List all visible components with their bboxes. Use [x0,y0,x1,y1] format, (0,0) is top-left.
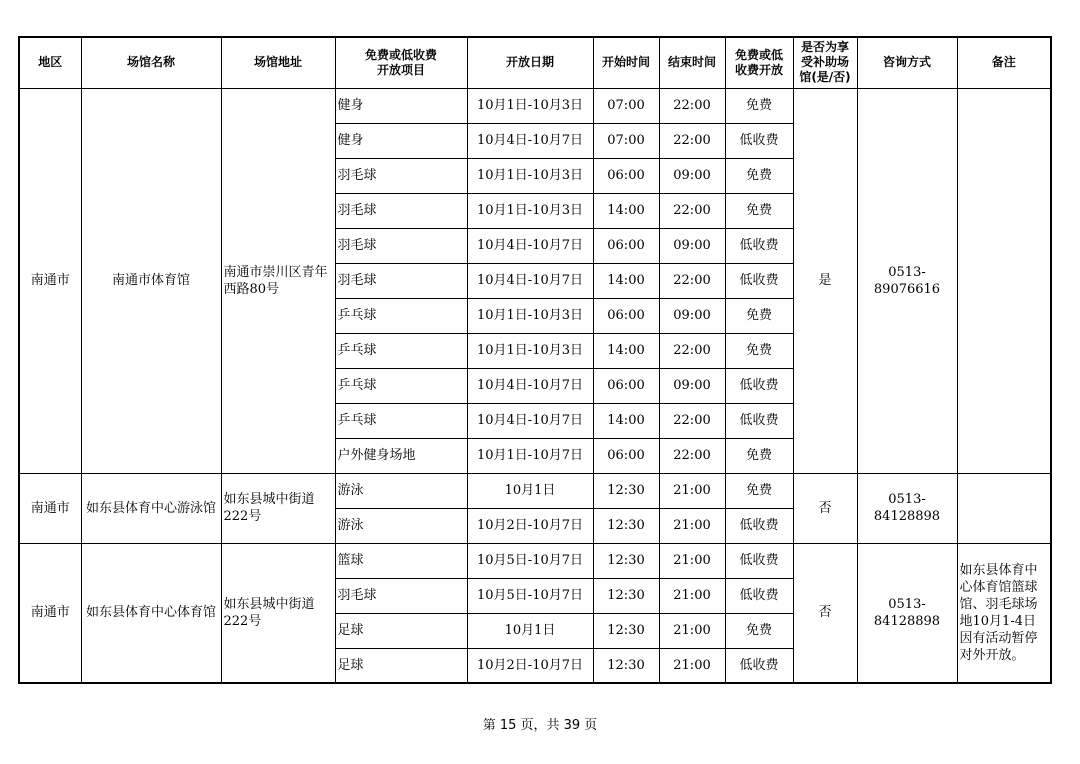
venue-address-cell: 南通市崇川区青年西路80号 [221,88,335,473]
end-time-cell: 21:00 [659,648,725,683]
start-time-cell: 06:00 [593,228,659,263]
venue-name-cell: 如东县体育中心体育馆 [81,543,221,683]
table-row [19,543,1051,578]
project-cell: 羽毛球 [335,263,467,298]
venue-schedule-table [18,36,1052,684]
open-date-cell: 10月2日-10月7日 [467,648,593,683]
project-cell: 足球 [335,648,467,683]
project-cell: 乒乓球 [335,298,467,333]
note-cell [957,88,1051,473]
venue-name-cell: 如东县体育中心游泳馆 [81,473,221,543]
header-project-line-2: 开放项目 [376,62,425,77]
header-contact: 咨询方式 [857,37,957,88]
project-cell: 羽毛球 [335,228,467,263]
open-date-cell: 10月1日 [467,473,593,508]
project-cell: 羽毛球 [335,158,467,193]
header-address: 场馆地址 [221,37,335,88]
header-subsidy-line-3: 馆(是/否) [799,70,851,85]
table-body [19,88,1051,683]
fee-type-cell: 低收费 [725,648,793,683]
start-time-cell: 12:30 [593,508,659,543]
end-time-cell: 21:00 [659,543,725,578]
start-time-cell: 14:00 [593,403,659,438]
end-time-cell: 21:00 [659,473,725,508]
header-region: 地区 [19,37,81,88]
header-venue: 场馆名称 [81,37,221,88]
header-free-low [725,37,793,88]
end-time-cell: 21:00 [659,508,725,543]
open-date-cell: 10月4日-10月7日 [467,228,593,263]
table-header-row [19,37,1051,88]
start-time-cell: 06:00 [593,438,659,473]
end-time-cell: 22:00 [659,333,725,368]
start-time-cell: 07:00 [593,123,659,158]
start-time-cell: 06:00 [593,298,659,333]
end-time-cell: 22:00 [659,403,725,438]
venue-address-cell: 如东县城中街道222号 [221,473,335,543]
end-time-cell: 22:00 [659,123,725,158]
end-time-cell: 22:00 [659,438,725,473]
fee-type-cell: 低收费 [725,263,793,298]
note-cell: 如东县体育中心体育馆篮球馆、羽毛球场地10月1-4日因有活动暂停对外开放。 [957,543,1051,683]
end-time-cell: 22:00 [659,263,725,298]
contact-cell: 0513-84128898 [857,473,957,543]
project-cell: 游泳 [335,508,467,543]
fee-type-cell: 免费 [725,193,793,228]
open-date-cell: 10月1日-10月7日 [467,438,593,473]
fee-type-cell: 低收费 [725,228,793,263]
header-subsidy-line-1: 是否为享 [800,40,849,55]
header-project [335,37,467,88]
header-free-low-line-1: 免费或低 [734,47,783,62]
start-time-cell: 06:00 [593,368,659,403]
start-time-cell: 07:00 [593,88,659,123]
open-date-cell: 10月1日-10月3日 [467,298,593,333]
open-date-cell: 10月1日-10月3日 [467,88,593,123]
region-cell: 南通市 [19,88,81,473]
fee-type-cell: 低收费 [725,508,793,543]
start-time-cell: 14:00 [593,193,659,228]
fee-type-cell: 低收费 [725,368,793,403]
project-cell: 羽毛球 [335,193,467,228]
subsidy-cell: 是 [793,88,857,473]
subsidy-cell: 否 [793,473,857,543]
header-date: 开放日期 [467,37,593,88]
fee-type-cell: 低收费 [725,403,793,438]
fee-type-cell: 免费 [725,298,793,333]
header-note: 备注 [957,37,1051,88]
project-cell: 健身 [335,123,467,158]
end-time-cell: 21:00 [659,578,725,613]
start-time-cell: 14:00 [593,263,659,298]
start-time-cell: 14:00 [593,333,659,368]
region-cell: 南通市 [19,473,81,543]
project-cell: 户外健身场地 [335,438,467,473]
project-cell: 乒乓球 [335,403,467,438]
end-time-cell: 09:00 [659,158,725,193]
end-time-cell: 21:00 [659,613,725,648]
open-date-cell: 10月4日-10月7日 [467,263,593,298]
project-cell: 篮球 [335,543,467,578]
open-date-cell: 10月5日-10月7日 [467,543,593,578]
open-date-cell: 10月4日-10月7日 [467,368,593,403]
venue-name-cell: 南通市体育馆 [81,88,221,473]
project-cell: 足球 [335,613,467,648]
open-date-cell: 10月1日-10月3日 [467,333,593,368]
fee-type-cell: 免费 [725,333,793,368]
header-free-low-line-2: 收费开放 [734,62,783,77]
end-time-cell: 22:00 [659,193,725,228]
open-date-cell: 10月1日-10月3日 [467,193,593,228]
header-project-line-1: 免费或低收费 [364,47,437,62]
fee-type-cell: 免费 [725,158,793,193]
subsidy-cell: 否 [793,543,857,683]
start-time-cell: 12:30 [593,648,659,683]
fee-type-cell: 免费 [725,613,793,648]
end-time-cell: 09:00 [659,368,725,403]
venue-address-cell: 如东县城中街道222号 [221,543,335,683]
table-row [19,473,1051,508]
header-start: 开始时间 [593,37,659,88]
open-date-cell: 10月2日-10月7日 [467,508,593,543]
end-time-cell: 22:00 [659,88,725,123]
header-subsidy-line-2: 受补助场 [800,55,849,70]
project-cell: 健身 [335,88,467,123]
open-date-cell: 10月1日 [467,613,593,648]
open-date-cell: 10月4日-10月7日 [467,403,593,438]
region-cell: 南通市 [19,543,81,683]
project-cell: 乒乓球 [335,333,467,368]
fee-type-cell: 低收费 [725,578,793,613]
note-cell [957,473,1051,543]
project-cell: 游泳 [335,473,467,508]
header-subsidy [793,37,857,88]
end-time-cell: 09:00 [659,228,725,263]
start-time-cell: 12:30 [593,543,659,578]
fee-type-cell: 低收费 [725,123,793,158]
open-date-cell: 10月4日-10月7日 [467,123,593,158]
fee-type-cell: 低收费 [725,543,793,578]
start-time-cell: 12:30 [593,473,659,508]
start-time-cell: 06:00 [593,158,659,193]
fee-type-cell: 免费 [725,438,793,473]
contact-cell: 0513-84128898 [857,543,957,683]
end-time-cell: 09:00 [659,298,725,333]
start-time-cell: 12:30 [593,613,659,648]
header-end: 结束时间 [659,37,725,88]
fee-type-cell: 免费 [725,473,793,508]
start-time-cell: 12:30 [593,578,659,613]
project-cell: 羽毛球 [335,578,467,613]
contact-cell: 0513-89076616 [857,88,957,473]
page-footer: 第 15 页，共 39 页 [482,718,598,733]
open-date-cell: 10月1日-10月3日 [467,158,593,193]
fee-type-cell: 免费 [725,88,793,123]
table-row [19,88,1051,123]
open-date-cell: 10月5日-10月7日 [467,578,593,613]
project-cell: 乒乓球 [335,368,467,403]
